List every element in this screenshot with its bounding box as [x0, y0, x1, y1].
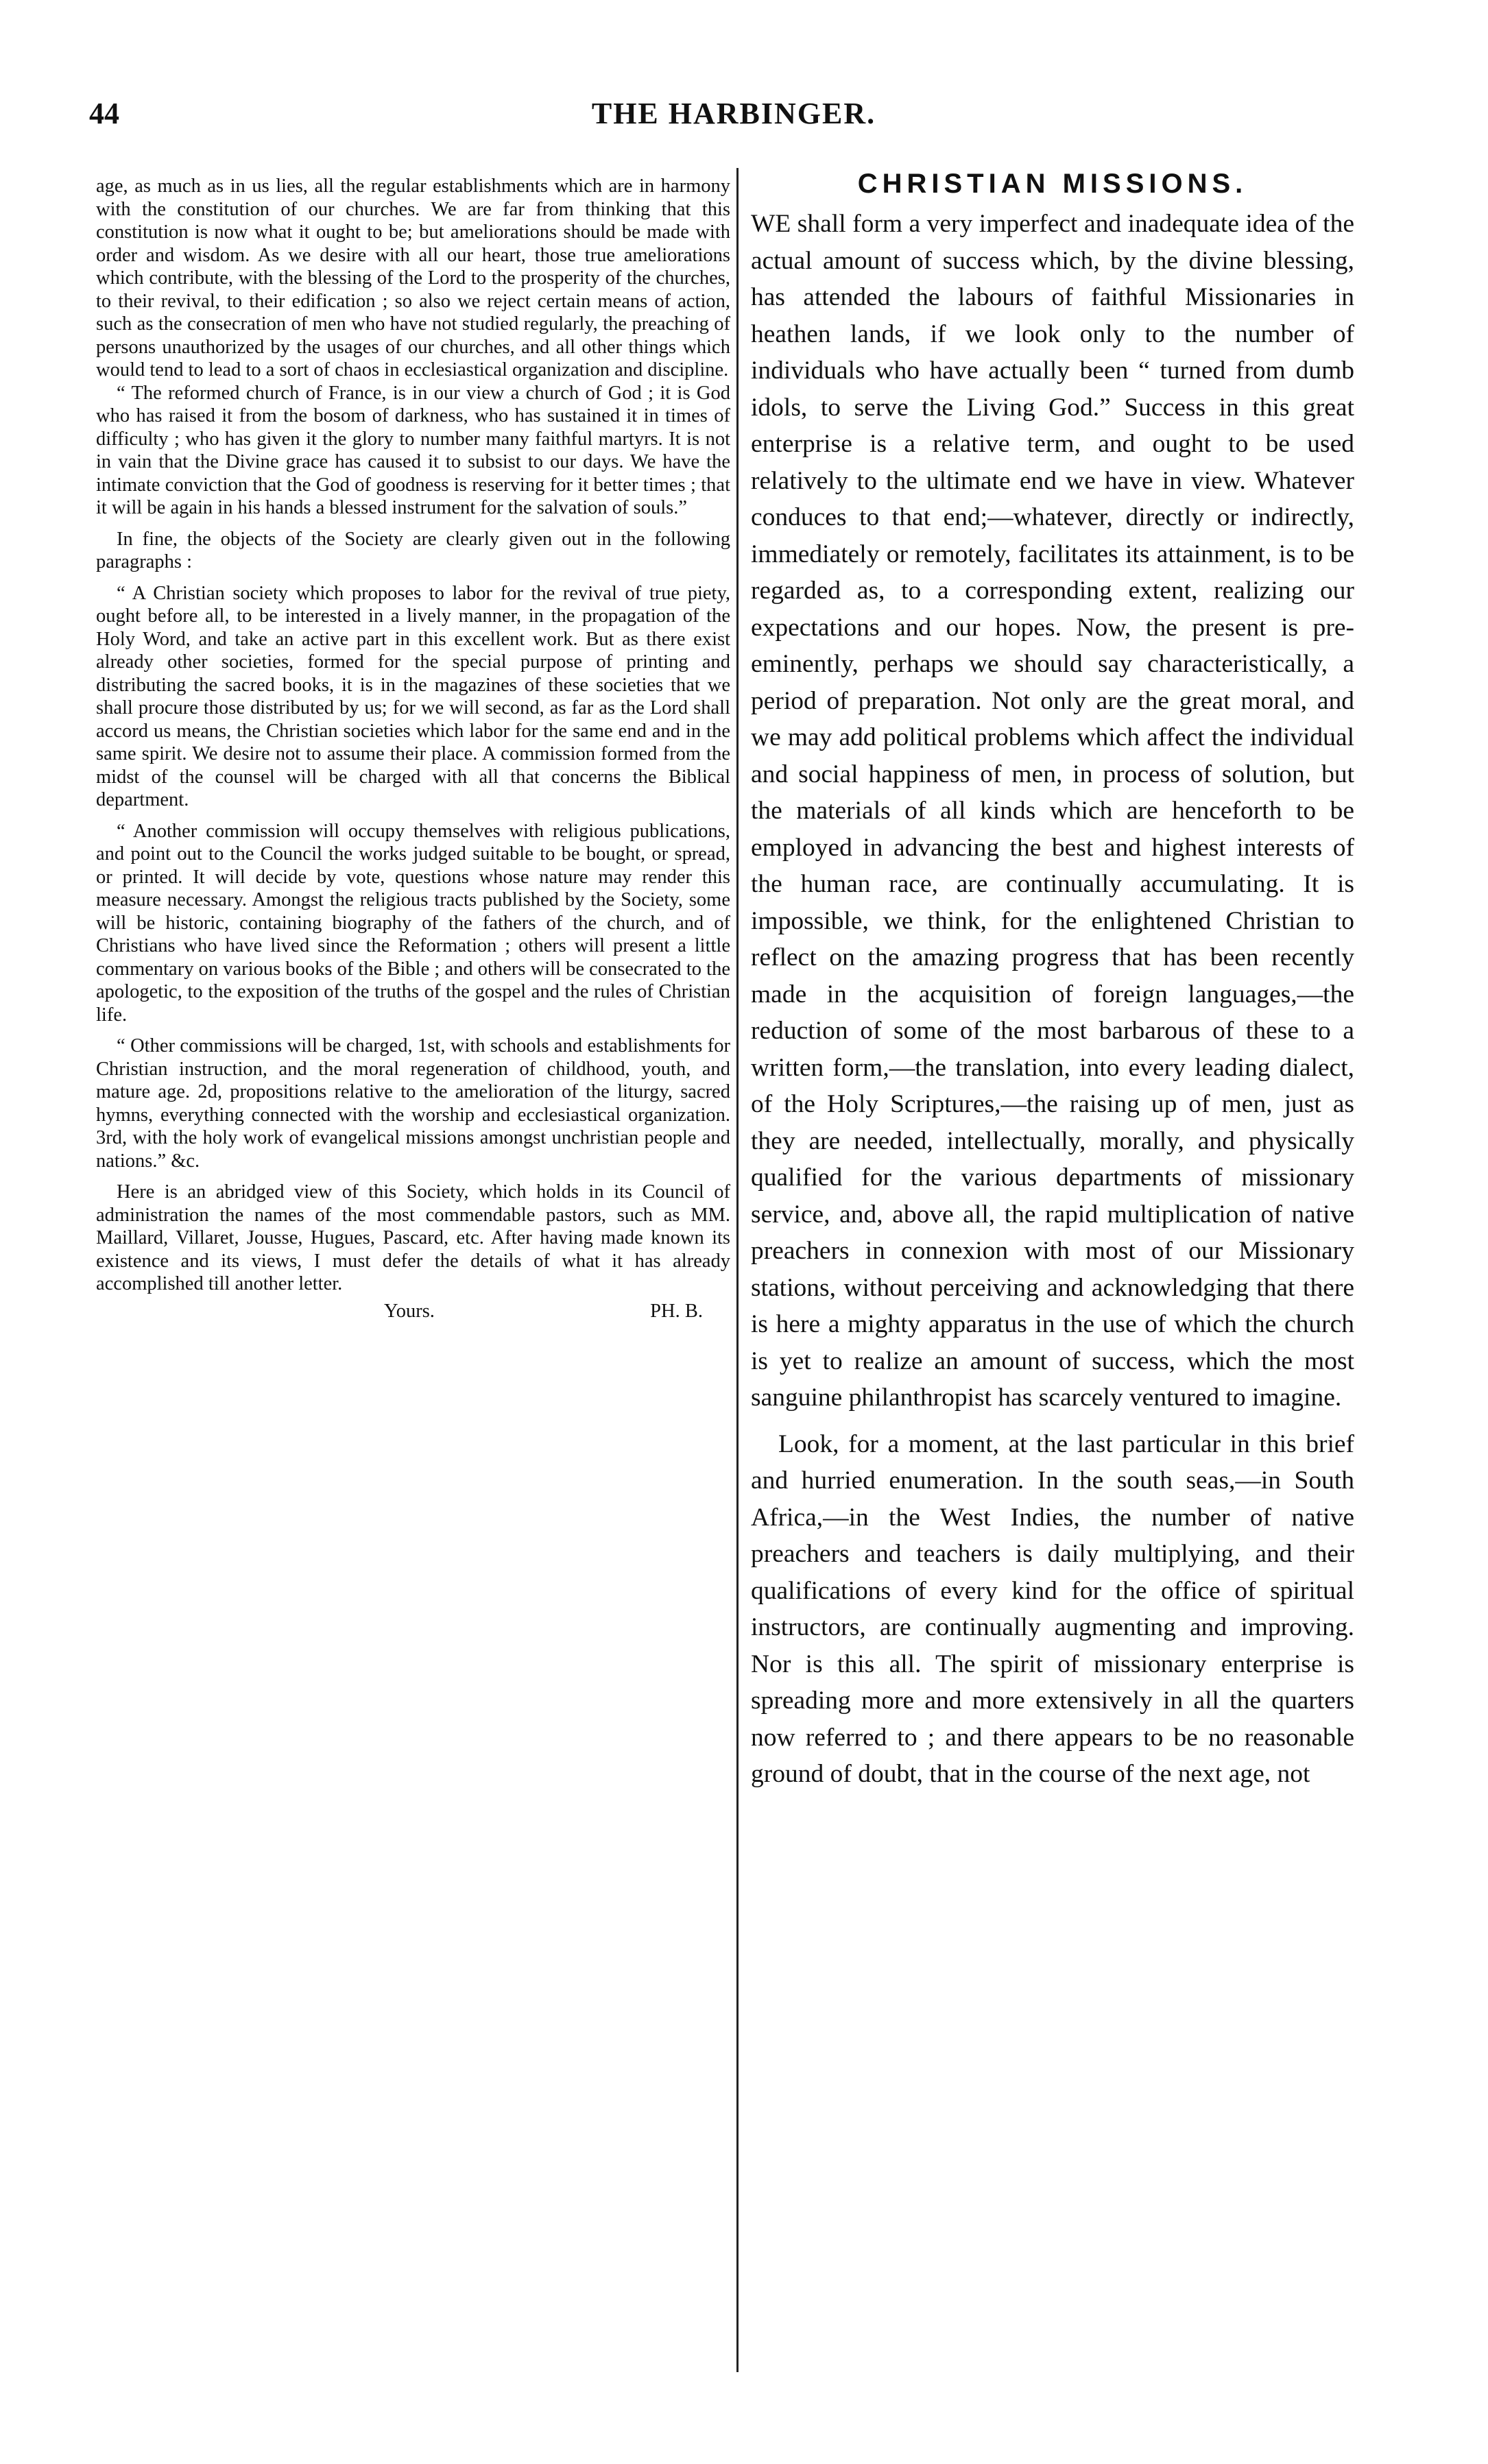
letter-closing: Yours. — [384, 1300, 435, 1322]
left-paragraph: “ Another commission will occupy themselves with religious publications, and point out to the Council the works judged suitable to be bought, or spread, or printed. It will decide by vote, questions whose nature may render this measure necessary. Amongst the religious tracts published by the Society, some will be historic, containing biography of the fathers of the church, and of Christians who have lived since the Reformation ; others will present a little commentary on various books of the Bible ; and others will be consecrated to the apologetic, to the exposition of the truths of the gospel and the rules of Christian life. — [96, 820, 730, 1026]
left-paragraph: In fine, the objects of the Society are clearly given out in the following paragraphs : — [96, 528, 730, 572]
letter-signature: PH. B. — [650, 1300, 703, 1322]
right-column — [751, 165, 1354, 1793]
left-paragraph: “ A Christian society which proposes to labor for the revival of true piety, ought before all, to be interested in a lively manner, in the propagation of the Holy Word, and take an active part in this excellent work. But as there exist already other societies, formed for the special purpose of printing and distributing the sacred books, it is in the magazines of these societies that we shall procure those distributed by us; for we will second, as far as the Lord shall accord us means, the Christian societies which labor for the same end and in the same spirit. We desire not to assume their place. A commission formed from the midst of the counsel will be charged with all that concerns the Biblical department. — [96, 582, 730, 810]
left-paragraph: “ Other commissions will be charged, 1st, with schools and establishments for Christian instruction, and the moral regeneration of childhood, youth, and mature age. 2d, propositions relative to the amelioration of the liturgy, sacred hymns, everything connected with the worship and ecclesiastical organization. 3rd, with the holy work of evangelical missions amongst unchristian people and nations.” &c. — [96, 1035, 730, 1172]
column-divider — [736, 168, 739, 2372]
right-paragraph: WE shall form a very imperfect and inadequate idea of the actual amount of success which, by the divine blessing, has attended the labours of faithful Missionaries in heathen lands, if we look only to the number of individuals who have actually been “ turned from dumb idols, to serve the Living God.” Success in this great enterprise is a relative term, and ought to be used relatively to the ultimate end we have in view. Whatever conduces to that end;—whatever, directly or indirectly, immediately or remotely, facilitates its attainment, is to be regarded as, to a corresponding extent, realizing our expectations and our hopes. Now, the present is pre-eminently, perhaps we should say characteristically, a period of preparation. Not only are the great moral, and we may add political problems which affect the individual and social happiness of men, in process of solution, but the materials of all kinds which are henceforth to be employed in advancing the best and highest interests of the human race, are continually accumulating. It is impossible, we think, for the enlightened Christian to reflect on the amazing progress that has been recently made in the acquisition of foreign languages,—the reduction of some of the most barbarous of these to a written form,—the translation, into every leading dialect, of the Holy Scriptures,—the raising up of men, just as they are needed, intellectually, morally, and physically qualified for the various departments of missionary service, and, above all, the rapid multiplication of native preachers in connexion with most of our Missionary stations, without perceiving and acknowledging that there is here a mighty apparatus in the use of which the church is yet to realize an amount of success, which the most sanguine philanthropist has scarcely ventured to imagine. — [751, 210, 1354, 1412]
page-header — [89, 96, 1378, 144]
right-paragraph: Look, for a moment, at the last particular in this brief and hurried enumeration. In the south seas,—in South Africa,—in the West Indies, the number of native preachers and teachers is daily multiplying, and their qualifications of every kind for the office of spiritual instructors, are continually augmenting and improving. Nor is this all. The spirit of missionary enterprise is spreading more and more extensively in all the quarters now referred to ; and there appears to be no reasonable ground of doubt, that in the course of the next age, not — [751, 1429, 1354, 1788]
section-title: CHRISTIAN MISSIONS. — [857, 169, 1248, 199]
letter-signoff — [96, 1300, 730, 1323]
left-paragraph: age, as much as in us lies, all the regular establishments which are in harmony with the constitution of our churches. We are far from thinking that this constitution is now what it ought to be; but ameliorations should be made with order and wisdom. As we desire with all our heart, those true ameliorations which contribute, with the blessing of the Lord to the prosperity of the churches, to their revival, to their edification ; so also we reject certain means of action, such as the consecration of men who have not studied regularly, the preaching of persons unauthorized by the usages of our churches, and all other things which would tend to lead to a sort of chaos in ecclesiastical organization and discipline. — [96, 176, 730, 381]
left-column — [96, 175, 730, 1323]
page-number: 44 — [89, 97, 119, 130]
left-paragraph: “ The reformed church of France, is in our view a church of God ; it is God who has raised it from the bosom of darkness, who has sustained it in times of difficulty ; who has given it the glory to number many faithful martyrs. It is not in vain that the Divine grace has caused it to subsist to our days. We have the intimate conviction that the God of goodness is reserving for it better times ; that it will be again in his hands a blessed instrument for the salvation of souls.” — [96, 382, 730, 518]
left-paragraph: Here is an abridged view of this Society, which holds in its Council of administration the names of the most commendable pastors, such as MM. Maillard, Villaret, Jousse, Hugues, Pascard, etc. After having made known its existence and its views, I must defer the details of what it has already accomplished till another letter. — [96, 1181, 730, 1294]
running-title: THE HARBINGER. — [591, 97, 876, 130]
